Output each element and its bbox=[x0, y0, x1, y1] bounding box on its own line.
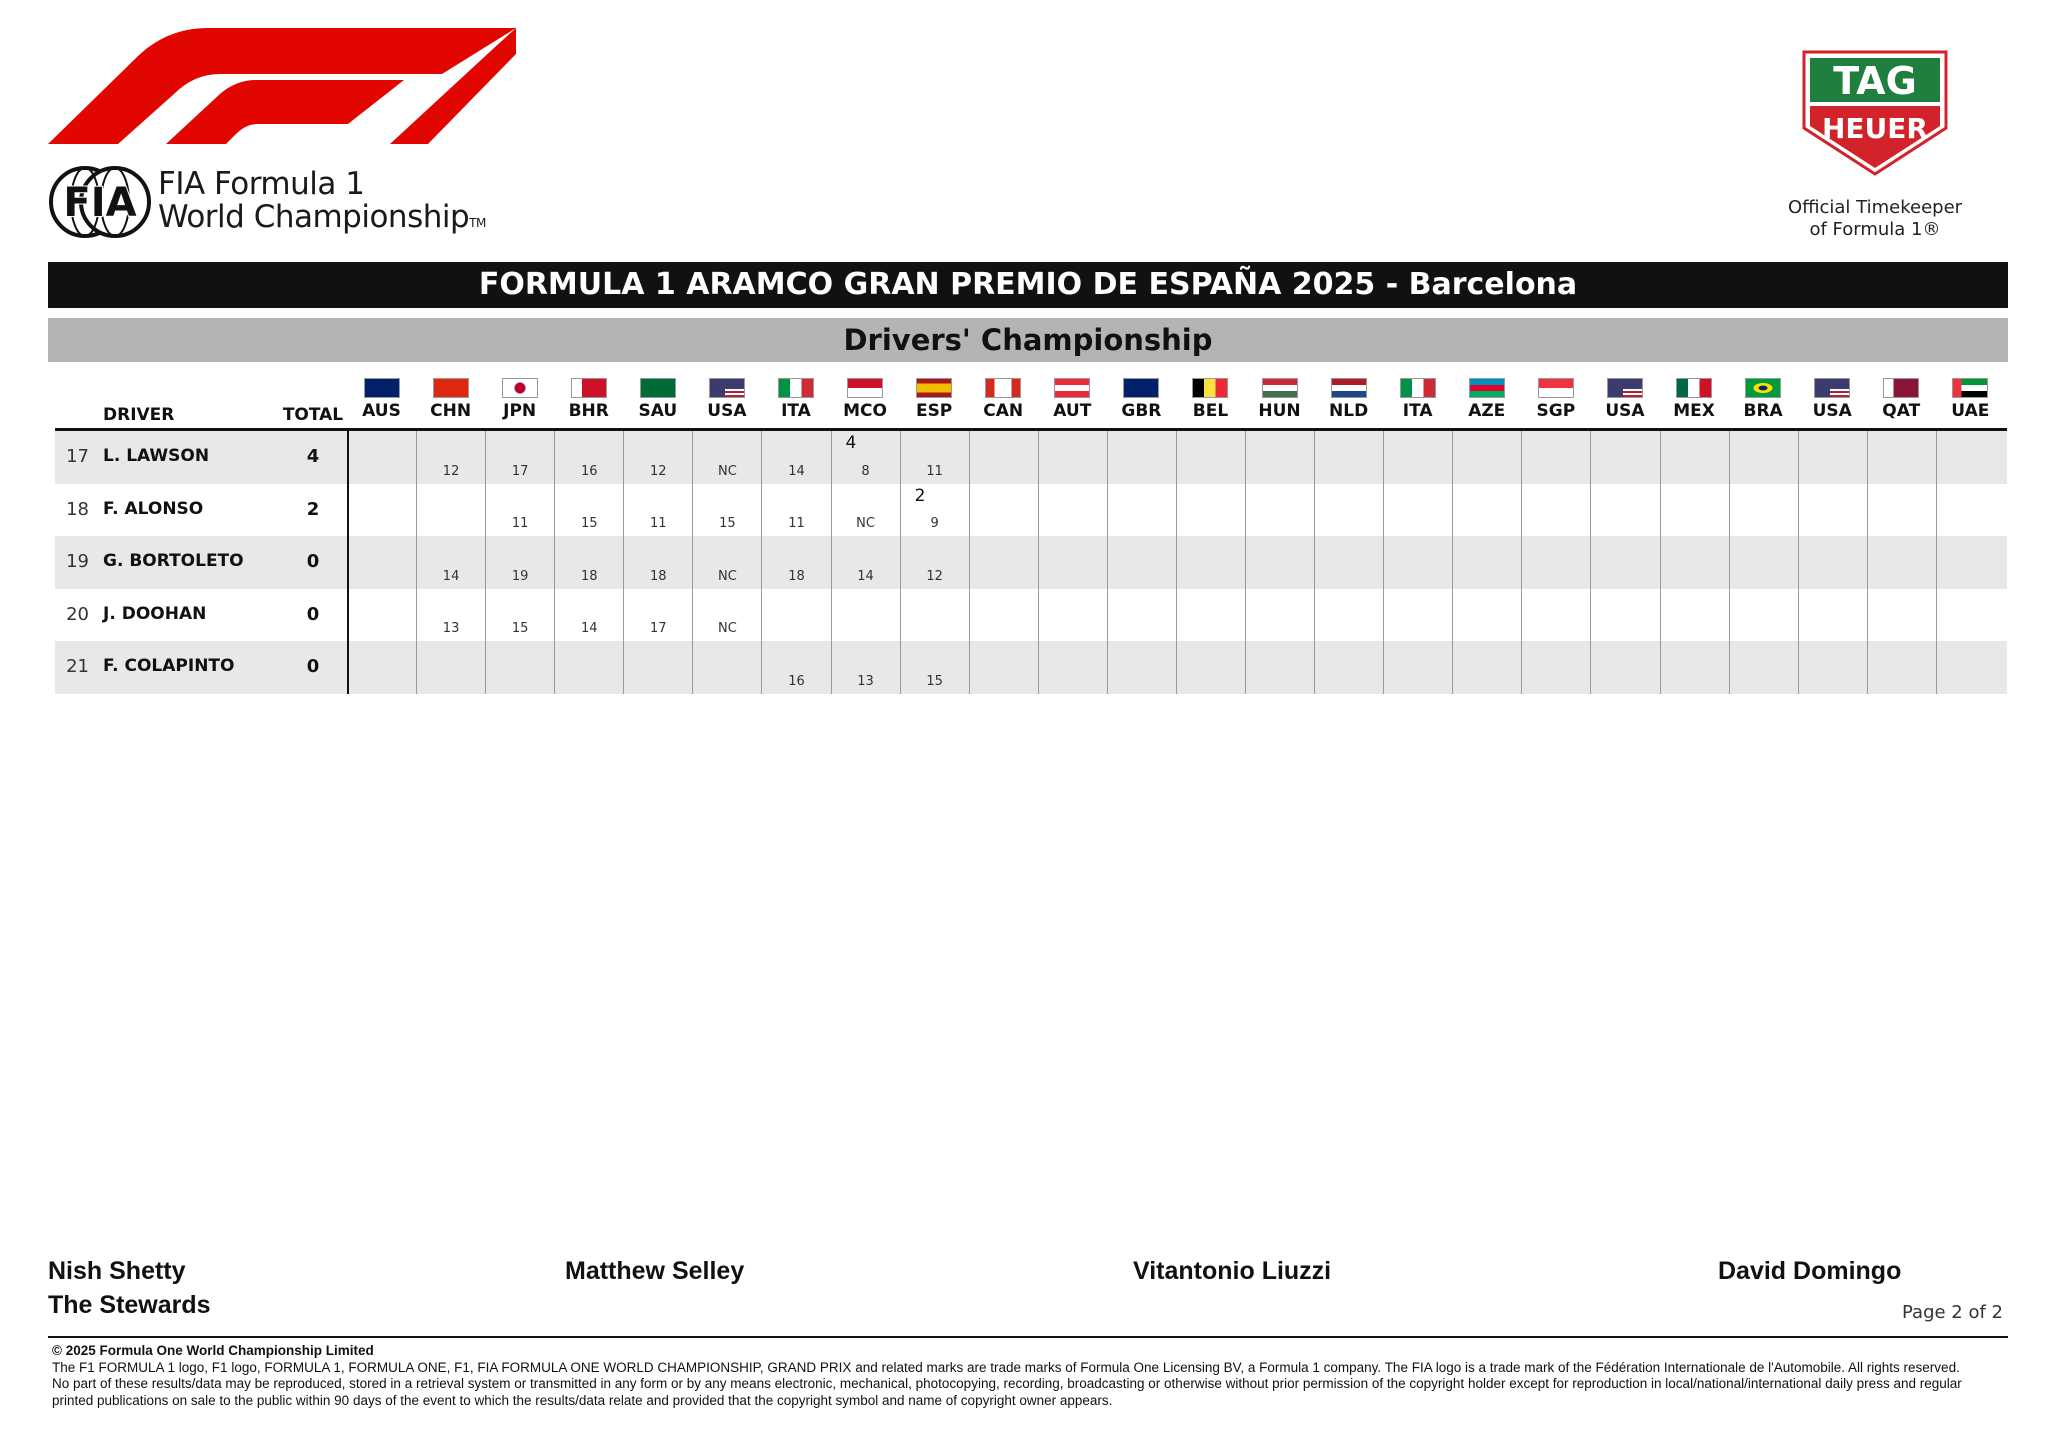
race-result-cell bbox=[1590, 484, 1659, 537]
race-result-cell bbox=[1798, 431, 1867, 484]
race-result-cell bbox=[1314, 484, 1383, 537]
race-code: USA bbox=[1812, 401, 1852, 421]
finish-position: 11 bbox=[926, 463, 943, 479]
race-result-cell bbox=[1245, 484, 1314, 537]
flag-austria bbox=[1054, 378, 1090, 398]
race-result-cell bbox=[416, 536, 485, 589]
race-result-cell bbox=[1107, 484, 1176, 537]
race-code: BRA bbox=[1743, 401, 1783, 421]
flag-saudi-arabia bbox=[640, 378, 676, 398]
race-column-header bbox=[554, 376, 623, 428]
race-result-cell bbox=[1245, 589, 1314, 642]
race-result-cell bbox=[761, 589, 830, 642]
flag-mexico bbox=[1676, 378, 1712, 398]
race-result-cell bbox=[416, 484, 485, 537]
race-result-cell bbox=[1660, 431, 1729, 484]
race-result-cell bbox=[1452, 536, 1521, 589]
race-code: GBR bbox=[1121, 401, 1162, 421]
race-result-cell bbox=[623, 484, 692, 537]
flag-japan bbox=[502, 378, 538, 398]
finish-position: NC bbox=[717, 568, 737, 584]
race-result-cell bbox=[1038, 641, 1107, 694]
race-result-cell bbox=[1314, 536, 1383, 589]
race-column-header bbox=[900, 376, 969, 428]
tag-logo-text: TAG bbox=[1833, 59, 1917, 103]
race-code: SAU bbox=[638, 401, 678, 421]
finish-position: 16 bbox=[788, 673, 805, 689]
flag-uae bbox=[1952, 378, 1988, 398]
race-column-header bbox=[1867, 376, 1936, 428]
race-code: AZE bbox=[1468, 401, 1506, 421]
race-code: ESP bbox=[915, 401, 953, 421]
race-result-cell bbox=[969, 431, 1038, 484]
race-result-cell bbox=[1038, 431, 1107, 484]
race-result-cell bbox=[692, 484, 761, 537]
trademark-notice: The F1 FORMULA 1 logo, F1 logo, FORMULA 1, FORMULA ONE, F1, FIA FORMULA ONE WORLD CHAMPIONSHIP, GRAND PRIX and related marks are trade marks of Formula One Licensing BV, a Formula 1 company. The FIA logo is a trade mark of the Fédération Internationale de l'Automobile. All rights reserved. bbox=[52, 1359, 1960, 1375]
race-result-cell bbox=[1176, 589, 1245, 642]
finish-position: NC bbox=[717, 621, 737, 636]
race-code: SGP bbox=[1536, 401, 1576, 421]
race-code: QAT bbox=[1882, 401, 1921, 421]
heuer-logo-text: HEUER bbox=[1822, 112, 1928, 145]
race-result-cell bbox=[1452, 589, 1521, 642]
flag-italy bbox=[1400, 378, 1436, 398]
finish-position: 15 bbox=[511, 621, 529, 636]
race-result-cell bbox=[485, 484, 554, 537]
race-result-cell bbox=[1038, 589, 1107, 642]
race-result-cell bbox=[1590, 589, 1659, 642]
race-column-header bbox=[416, 376, 485, 428]
flag-italy bbox=[778, 378, 814, 398]
flag-azerbaijan bbox=[1469, 378, 1505, 398]
race-column-header bbox=[1729, 376, 1798, 428]
total-points: 0 bbox=[306, 551, 320, 572]
section-title: Drivers' Championship bbox=[48, 318, 2008, 362]
finish-position: 12 bbox=[442, 463, 460, 479]
race-result-cell bbox=[1867, 641, 1936, 694]
driver-name: F. ALONSO bbox=[103, 498, 204, 519]
race-result-cell bbox=[1936, 589, 2005, 642]
race-result-cell bbox=[1245, 431, 1314, 484]
race-column-header bbox=[1176, 376, 1245, 428]
race-result-cell bbox=[623, 536, 692, 589]
finish-position: 14 bbox=[857, 568, 874, 584]
race-code: ITA bbox=[781, 401, 811, 421]
trademark-mark: TM bbox=[469, 216, 486, 230]
race-column-header bbox=[831, 376, 900, 428]
race-result-cell bbox=[1936, 431, 2005, 484]
race-code: UAE bbox=[1951, 401, 1990, 421]
race-result-cell bbox=[1798, 484, 1867, 537]
finish-position: 15 bbox=[719, 516, 736, 531]
race-result-cell bbox=[969, 536, 1038, 589]
flag-usa bbox=[709, 378, 745, 398]
race-result-cell bbox=[485, 536, 554, 589]
race-result-cell bbox=[1729, 484, 1798, 537]
race-result-cell bbox=[1521, 641, 1590, 694]
fia-badge-text: FIA bbox=[63, 180, 137, 226]
legal-footer bbox=[52, 1343, 1997, 1409]
race-result-cell bbox=[1521, 536, 1590, 589]
race-code: JPN bbox=[503, 401, 537, 421]
race-result-cell bbox=[554, 589, 623, 642]
race-result-cell bbox=[831, 589, 900, 642]
race-result-cell bbox=[1729, 641, 1798, 694]
race-result-cell bbox=[1383, 431, 1452, 484]
flag-netherlands bbox=[1331, 378, 1367, 398]
finish-position: 18 bbox=[580, 568, 598, 584]
race-result-cell bbox=[554, 536, 623, 589]
race-result-cell bbox=[1660, 536, 1729, 589]
finish-position: 18 bbox=[788, 568, 805, 584]
race-result-cell bbox=[900, 431, 969, 484]
race-column-header bbox=[1590, 376, 1659, 428]
driver-name: G. BORTOLETO bbox=[103, 551, 244, 571]
race-result-cell bbox=[969, 484, 1038, 537]
race-result-cell bbox=[623, 431, 692, 484]
race-result-cell bbox=[1798, 536, 1867, 589]
race-code: BHR bbox=[568, 401, 609, 421]
race-result-cell bbox=[485, 589, 554, 642]
race-result-cell bbox=[485, 641, 554, 694]
race-result-cell bbox=[1936, 484, 2005, 537]
race-code: MCO bbox=[843, 401, 887, 421]
race-result-cell bbox=[1176, 641, 1245, 694]
race-result-cell bbox=[347, 431, 416, 484]
championship-position: 18 bbox=[66, 498, 89, 520]
race-code: MEX bbox=[1673, 401, 1715, 421]
championship-position: 21 bbox=[66, 656, 89, 677]
flag-singapore bbox=[1538, 378, 1574, 398]
race-result-cell bbox=[761, 484, 830, 537]
race-result-cell bbox=[416, 431, 485, 484]
race-code: NLD bbox=[1329, 401, 1369, 421]
finish-position: 12 bbox=[926, 568, 943, 584]
timekeeper-caption-line2: of Formula 1® bbox=[1809, 219, 1941, 240]
flag-china bbox=[433, 378, 469, 398]
race-result-cell bbox=[692, 641, 761, 694]
finish-position: NC bbox=[717, 463, 737, 479]
flag-usa bbox=[1607, 378, 1643, 398]
race-result-cell bbox=[416, 589, 485, 642]
finish-position: 13 bbox=[857, 673, 874, 689]
race-code: ITA bbox=[1402, 401, 1433, 421]
race-code: AUS bbox=[362, 401, 401, 421]
race-result-cell bbox=[900, 484, 969, 537]
fia-championship-title bbox=[158, 168, 486, 240]
race-result-cell bbox=[1660, 589, 1729, 642]
standings-table bbox=[55, 376, 2007, 694]
race-code: BEL bbox=[1192, 401, 1229, 421]
race-column-header bbox=[969, 376, 1038, 428]
race-column-header bbox=[692, 376, 761, 428]
flag-spain bbox=[916, 378, 952, 398]
race-result-cell bbox=[1176, 484, 1245, 537]
race-result-cell bbox=[900, 536, 969, 589]
steward-signature: Matthew Selley bbox=[565, 1257, 745, 1285]
race-column-header bbox=[1660, 376, 1729, 428]
race-result-cell bbox=[416, 641, 485, 694]
total-column-header: TOTAL bbox=[282, 405, 344, 425]
finish-position: NC bbox=[856, 516, 875, 531]
race-code: AUT bbox=[1053, 401, 1092, 421]
race-result-cell bbox=[969, 641, 1038, 694]
race-result-cell bbox=[554, 431, 623, 484]
tag-heuer-logo bbox=[1800, 48, 1950, 178]
race-result-cell bbox=[347, 641, 416, 694]
stewards-label: The Stewards bbox=[48, 1291, 211, 1319]
steward-signature: Nish Shetty bbox=[48, 1257, 186, 1285]
steward-signature: David Domingo bbox=[1718, 1257, 1902, 1285]
race-result-cell bbox=[761, 536, 830, 589]
race-points: 4 bbox=[845, 433, 857, 453]
total-divider bbox=[347, 428, 349, 694]
finish-position: 14 bbox=[788, 463, 805, 479]
flag-australia bbox=[364, 378, 400, 398]
race-column-header bbox=[1936, 376, 2005, 428]
race-result-cell bbox=[1798, 589, 1867, 642]
race-column-header bbox=[1383, 376, 1452, 428]
race-result-cell bbox=[761, 431, 830, 484]
finish-position: 15 bbox=[580, 516, 598, 531]
race-result-cell bbox=[485, 431, 554, 484]
finish-position: 17 bbox=[650, 621, 667, 636]
championship-position: 17 bbox=[66, 446, 89, 467]
finish-position: 11 bbox=[511, 516, 529, 531]
race-result-cell bbox=[554, 484, 623, 537]
race-result-cell bbox=[1452, 431, 1521, 484]
flag-monaco bbox=[847, 378, 883, 398]
driver-name: F. COLAPINTO bbox=[103, 656, 235, 676]
race-result-cell bbox=[1521, 589, 1590, 642]
race-code: CHN bbox=[430, 401, 472, 421]
finish-position: 18 bbox=[650, 568, 667, 584]
race-points: 2 bbox=[914, 485, 926, 506]
championship-position: 19 bbox=[66, 551, 89, 572]
race-result-cell bbox=[1314, 641, 1383, 694]
flag-brazil bbox=[1745, 378, 1781, 398]
race-column-header bbox=[1314, 376, 1383, 428]
race-column-header bbox=[1038, 376, 1107, 428]
race-column-header bbox=[1245, 376, 1314, 428]
race-result-cell bbox=[900, 589, 969, 642]
timekeeper-caption bbox=[1760, 197, 1990, 241]
race-result-cell bbox=[1314, 431, 1383, 484]
race-result-cell bbox=[1245, 641, 1314, 694]
driver-column-header: DRIVER bbox=[103, 405, 175, 425]
flag-canada bbox=[985, 378, 1021, 398]
reproduction-notice: No part of these results/data may be reproduced, stored in a retrieval system or transmitted in any form or by any means electronic, mechanical, photocopying, recording, broadcasting or otherwise without prior permission of the copyright holder except for reproduction in local/national/international daily press and regular printed publications on sale to the public within 90 days of the event to which the results/data relate and provided that the copyright symbol and name of copyright owner appears. bbox=[52, 1376, 1962, 1408]
footer-rule bbox=[48, 1336, 2008, 1338]
flag-qatar bbox=[1883, 378, 1919, 398]
driver-name: J. DOOHAN bbox=[103, 603, 207, 624]
race-result-cell bbox=[1867, 484, 1936, 537]
finish-position: 11 bbox=[650, 516, 667, 531]
race-result-cell bbox=[1245, 536, 1314, 589]
race-result-cell bbox=[1107, 589, 1176, 642]
race-column-header bbox=[1452, 376, 1521, 428]
race-result-cell bbox=[1176, 431, 1245, 484]
race-result-cell bbox=[831, 641, 900, 694]
race-result-cell bbox=[1107, 536, 1176, 589]
race-code: USA bbox=[1605, 401, 1645, 421]
finish-position: 8 bbox=[861, 463, 870, 479]
race-result-cell bbox=[554, 641, 623, 694]
race-result-cell bbox=[1729, 589, 1798, 642]
race-result-cell bbox=[1521, 484, 1590, 537]
race-result-cell bbox=[1452, 641, 1521, 694]
page-number: Page 2 of 2 bbox=[1902, 1302, 2003, 1323]
race-code: CAN bbox=[983, 401, 1024, 421]
total-points: 4 bbox=[306, 446, 320, 467]
flag-bahrain bbox=[571, 378, 607, 398]
event-title: FORMULA 1 ARAMCO GRAN PREMIO DE ESPAÑA 2025 - Barcelona bbox=[48, 262, 2008, 308]
race-result-cell bbox=[1729, 536, 1798, 589]
race-result-cell bbox=[1038, 536, 1107, 589]
finish-position: 9 bbox=[930, 516, 939, 531]
race-result-cell bbox=[1590, 641, 1659, 694]
race-result-cell bbox=[347, 484, 416, 537]
race-result-cell bbox=[1107, 431, 1176, 484]
race-result-cell bbox=[1314, 589, 1383, 642]
race-result-cell bbox=[831, 431, 900, 484]
fia-title-line1: FIA Formula 1 bbox=[158, 166, 365, 202]
race-result-cell bbox=[1383, 641, 1452, 694]
race-result-cell bbox=[692, 431, 761, 484]
race-result-cell bbox=[1660, 484, 1729, 537]
race-result-cell bbox=[1590, 536, 1659, 589]
race-result-cell bbox=[1383, 484, 1452, 537]
finish-position: 11 bbox=[788, 516, 805, 531]
race-column-header bbox=[1521, 376, 1590, 428]
race-result-cell bbox=[1729, 431, 1798, 484]
race-result-cell bbox=[347, 536, 416, 589]
flag-belgium bbox=[1192, 378, 1228, 398]
race-result-cell bbox=[1383, 589, 1452, 642]
race-code: HUN bbox=[1258, 401, 1301, 421]
race-result-cell bbox=[692, 536, 761, 589]
race-result-cell bbox=[1107, 641, 1176, 694]
total-points: 0 bbox=[306, 656, 320, 677]
race-result-cell bbox=[1936, 536, 2005, 589]
race-column-header bbox=[1107, 376, 1176, 428]
fia-title-line2: World Championship bbox=[158, 199, 470, 235]
race-column-header bbox=[761, 376, 830, 428]
race-column-header bbox=[347, 376, 416, 428]
race-column-header bbox=[623, 376, 692, 428]
fia-logo bbox=[48, 165, 152, 239]
race-result-cell bbox=[1867, 589, 1936, 642]
race-result-cell bbox=[900, 641, 969, 694]
finish-position: 14 bbox=[580, 621, 598, 636]
flag-hungary bbox=[1262, 378, 1298, 398]
flag-great-britain bbox=[1123, 378, 1159, 398]
finish-position: 17 bbox=[511, 463, 529, 479]
race-result-cell bbox=[1038, 484, 1107, 537]
race-result-cell bbox=[1176, 536, 1245, 589]
total-points: 2 bbox=[306, 498, 320, 520]
race-column-header bbox=[1798, 376, 1867, 428]
race-code: USA bbox=[707, 401, 747, 421]
finish-position: 16 bbox=[580, 463, 598, 479]
race-column-header bbox=[485, 376, 554, 428]
flag-usa bbox=[1814, 378, 1850, 398]
race-result-cell bbox=[1452, 484, 1521, 537]
race-result-cell bbox=[1590, 431, 1659, 484]
race-result-cell bbox=[692, 589, 761, 642]
finish-position: 19 bbox=[511, 568, 529, 584]
race-result-cell bbox=[1936, 641, 2005, 694]
race-result-cell bbox=[1383, 536, 1452, 589]
steward-signature: Vitantonio Liuzzi bbox=[1133, 1257, 1332, 1285]
championship-position: 20 bbox=[66, 603, 89, 625]
finish-position: 15 bbox=[926, 673, 943, 689]
driver-name: L. LAWSON bbox=[103, 446, 210, 466]
finish-position: 14 bbox=[442, 568, 460, 584]
race-result-cell bbox=[347, 589, 416, 642]
race-result-cell bbox=[623, 641, 692, 694]
finish-position: 12 bbox=[650, 463, 667, 479]
race-result-cell bbox=[831, 536, 900, 589]
race-result-cell bbox=[1867, 431, 1936, 484]
copyright-notice: © 2025 Formula One World Championship Limited bbox=[52, 1343, 374, 1358]
total-points: 0 bbox=[306, 603, 320, 625]
race-result-cell bbox=[1521, 431, 1590, 484]
f1-logo bbox=[48, 24, 516, 148]
race-result-cell bbox=[969, 589, 1038, 642]
race-result-cell bbox=[761, 641, 830, 694]
race-result-cell bbox=[1660, 641, 1729, 694]
race-result-cell bbox=[623, 589, 692, 642]
race-result-cell bbox=[1798, 641, 1867, 694]
timekeeper-caption-line1: Official Timekeeper bbox=[1787, 197, 1963, 218]
race-result-cell bbox=[831, 484, 900, 537]
race-result-cell bbox=[1867, 536, 1936, 589]
finish-position: 13 bbox=[442, 621, 460, 636]
table-header bbox=[55, 376, 2007, 428]
